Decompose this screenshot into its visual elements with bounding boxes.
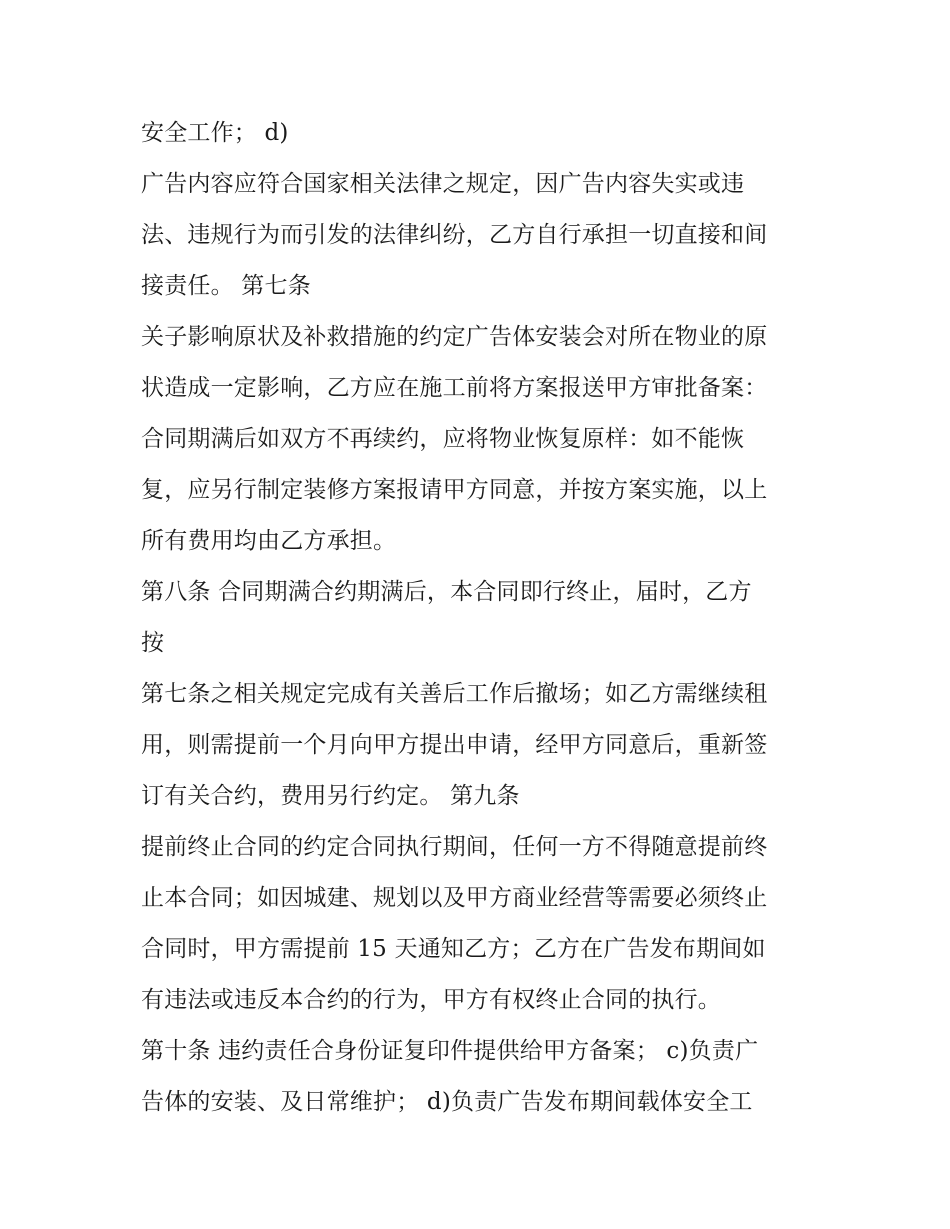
text-line: 所有费用均由乙方承担。 <box>141 528 397 554</box>
text-line: 提前终止合同的约定合同执行期间，任何一方不得随意提前终 <box>141 834 768 860</box>
text-line: 法、违规行为而引发的法律纠纷，乙方自行承担一切直接和间 <box>141 222 768 248</box>
text-line: 复，应另行制定装修方案报请甲方同意，并按方案实施，以上 <box>141 477 768 503</box>
text-line: 有违法或违反本合约的行为，甲方有权终止合同的执行。 <box>141 987 721 1013</box>
text-line: 状造成一定影响，乙方应在施工前将方案报送甲方审批备案： <box>141 375 768 401</box>
text-line: 广告内容应符合国家相关法律之规定，因广告内容失实或违 <box>141 171 745 197</box>
text-line: 接责任。 第七条 <box>141 273 311 299</box>
text-line: 合同期满后如双方不再续约，应将物业恢复原样：如不能恢 <box>141 426 745 452</box>
text-line: 第十条 违约责任合身份证复印件提供给甲方备案； c)负责广 <box>141 1038 759 1064</box>
text-line: 告体的安装、及日常维护； d)负责广告发布期间载体安全工 <box>141 1089 753 1115</box>
text-line: 按 <box>141 630 165 656</box>
text-line: 关子影响原状及补救措施的约定广告体安装会对所在物业的原 <box>141 324 768 350</box>
text-line: 订有关合约，费用另行约定。 第九条 <box>141 783 520 809</box>
text-line: 合同时，甲方需提前 15 天通知乙方；乙方在广告发布期间如 <box>141 936 766 962</box>
text-line: 第八条 合同期满合约期满后，本合同即行终止，届时，乙方 <box>141 579 752 605</box>
text-line: 止本合同；如因城建、规划以及甲方商业经营等需要必须终止 <box>141 885 768 911</box>
text-line: 安全工作； d) <box>141 120 289 146</box>
text-line: 用，则需提前一个月向甲方提出申请，经甲方同意后，重新签 <box>141 732 768 758</box>
text-line: 第七条之相关规定完成有关善后工作后撤场；如乙方需继续租 <box>141 681 768 707</box>
document-body <box>141 108 821 1128</box>
